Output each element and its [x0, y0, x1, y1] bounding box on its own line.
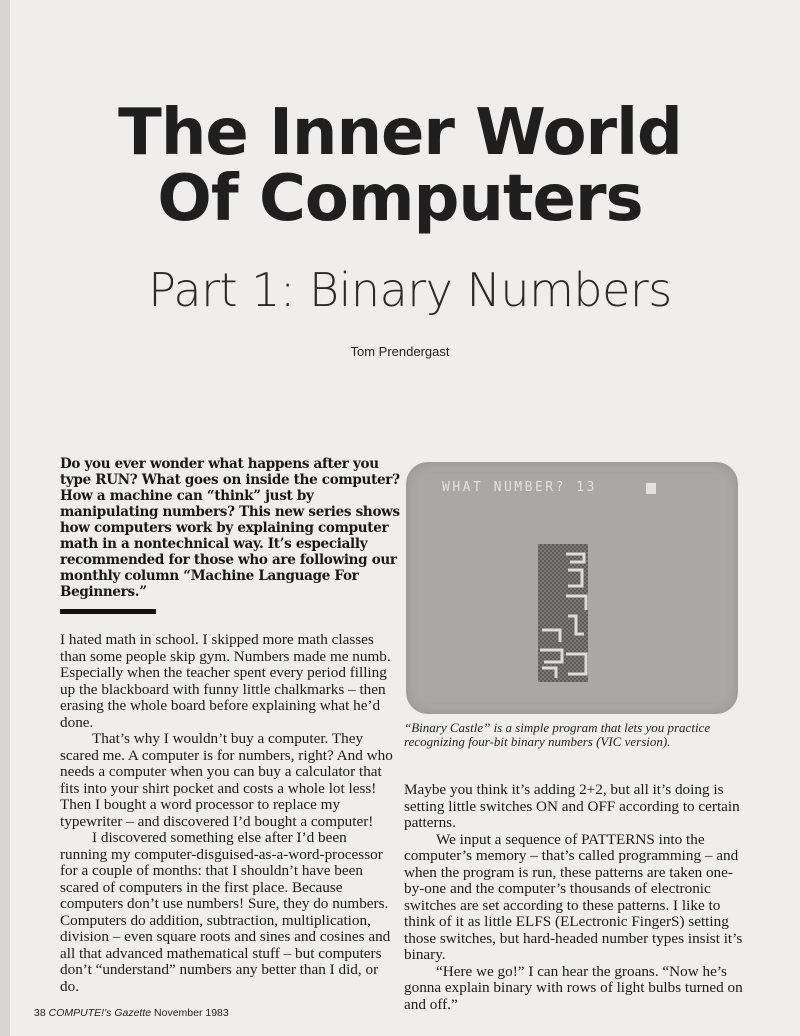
- article-title-line-2: Of Computers: [157, 162, 643, 236]
- magazine-name: COMPUTE!’s Gazette: [48, 1007, 152, 1019]
- intro-rule-divider: [60, 609, 156, 614]
- page-footer: [34, 1007, 229, 1019]
- body-paragraph: That’s why I wouldn’t buy a computer. They scared me. A computer is for numbers, right? And who needs a computer when you can buy a calculator that fits into your shirt pocket and costs a whole lot less! Then I bought a word processor to replace my typewriter – and discovered I’d bought a computer!: [60, 730, 393, 830]
- body-paragraph: I discovered something else after I’d been running my computer-disguised-as-a-word-processor for a couple of months: that I shouldn’t have been scared of computers in the first place. Because computers don’t use numbers! Sure, they do numbers. Computers do addition, subtraction, multiplication, division – even square roots and sines and cosines and all that advanced mathematical stuff – but computers don’t “understand” numbers any better than I did, or do.: [60, 829, 391, 995]
- binary-castle-graphic: [406, 462, 738, 714]
- page-binding-edge: [0, 0, 10, 1036]
- article-subtitle: Part 1: Binary Numbers: [148, 263, 672, 317]
- body-paragraph: I hated math in school. I skipped more math classes than some people skip gym. Numbers made me numb. Especially when the teacher spent every period filling up the blackboard with funny little chalkmarks – then erasing the whole board before explaining what he’d done.: [60, 631, 391, 731]
- intro-blurb: Do you ever wonder what happens after you type RUN? What goes on inside the computer? How a machine can “think” just by manipulating numbers? This new series shows how computers work by explaining computer math in a nontechnical way. It’s especially recommended for those who are following our monthly column “Machine Language For Beginners.”: [60, 456, 400, 600]
- body-column-right: [404, 782, 744, 1013]
- figure-caption: “Binary Castle” is a simple program that lets you practice recognizing four-bit binary numbers (VIC version).: [404, 720, 711, 749]
- body-paragraph: “Here we go!” I can hear the groans. “Now he’s gonna explain binary with rows of light bulbs turned on and off.”: [404, 962, 743, 1013]
- body-column-left: [60, 632, 394, 995]
- article-title-line-1: The Inner World: [118, 96, 682, 170]
- screen-prompt-text: WHAT NUMBER? 13: [442, 480, 597, 495]
- program-screenshot: [406, 462, 738, 714]
- issue-date: November 1983: [154, 1007, 229, 1019]
- author-byline: Tom Prendergast: [350, 344, 450, 359]
- body-paragraph: We input a sequence of PATTERNS into the computer’s memory – that’s called programming – and when the program is run, these patterns are taken one-by-one and the computer’s thousands of electronic switches are set according to these patterns. I like to think of it as little ELFS (ELectronic FingerS) setting those switches, but hard-headed number types insist it’s binary.: [404, 830, 743, 963]
- body-paragraph: Maybe you think it’s adding 2+2, but all it’s doing is setting little switches ON and OFF according to certain patterns.: [404, 781, 740, 831]
- page-number: 38: [34, 1007, 46, 1019]
- castle-tower-right: [564, 544, 588, 682]
